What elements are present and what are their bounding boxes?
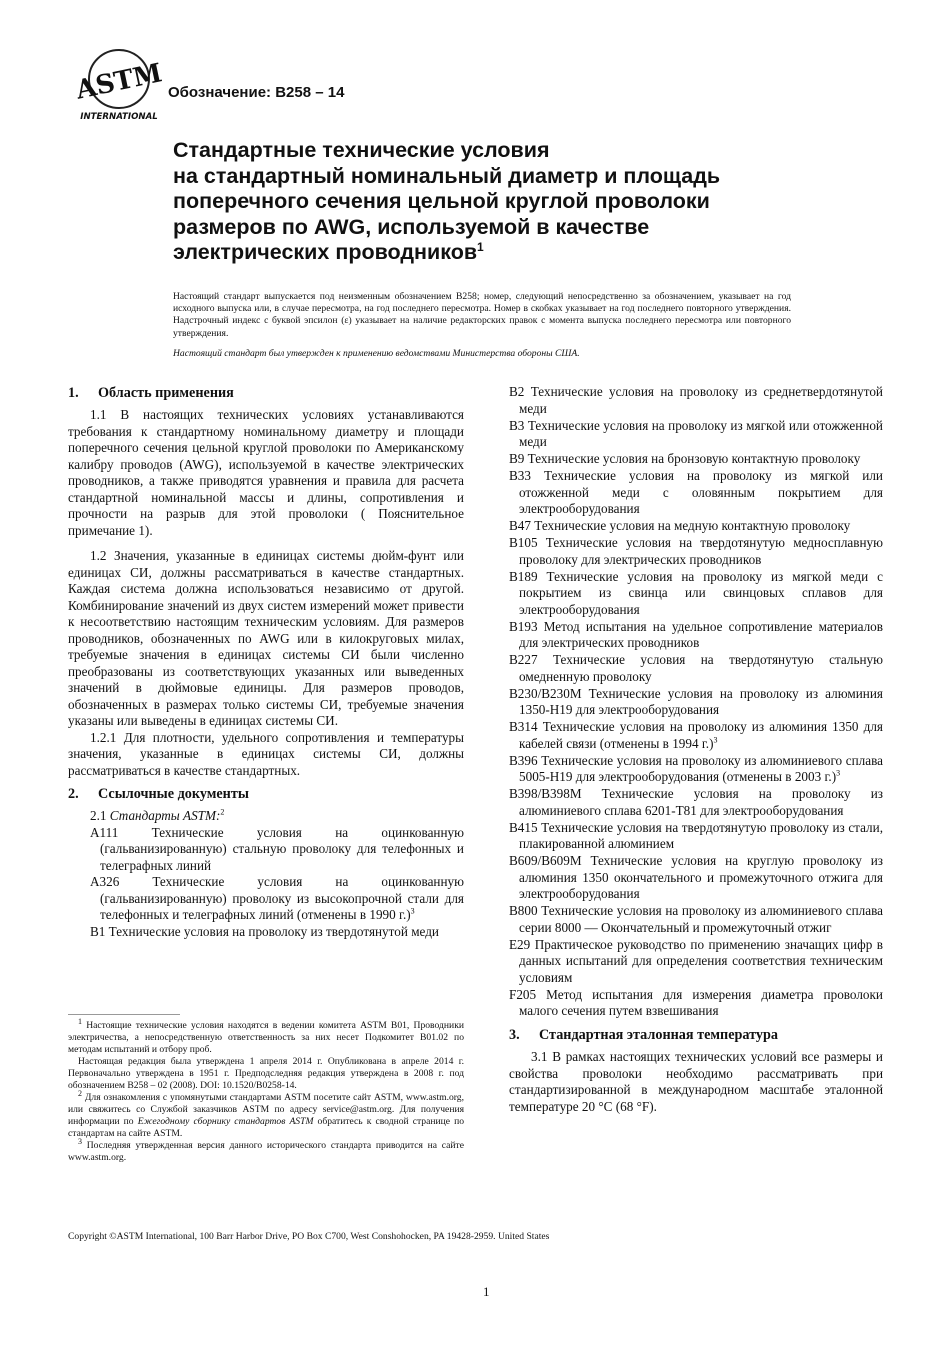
copyright: Copyright ©ASTM International, 100 Barr Harbor Drive, PO Box C700, West Conshohocken, PA 19428-2959. United States: [68, 1231, 550, 1242]
reference-item: [509, 569, 883, 619]
paragraph-1-1: 1.1 В настоящих технических условиях устанавливаются требования к стандартному номинальному диаметру и площади поперечного сечения цельной круглой проволоки по Американскому калибру проводов (AWG), используемой в качестве электрических проводников, а также приводятся уравнения и правила для расчета стандартной номинальной массы и длины, сопротивления и прочности на разрыв для этой проволоки ( Пояснительное примечание 1).: [68, 407, 464, 538]
paragraph-1-2: 1.2 Значения, указанные в единицах системы дюйм-фунт или единицах СИ, должны рассматриваться в качестве стандартных. Каждая система должна использоваться независимо от другой. Комбинирование значений из двух систем измерений может привести к несоответствию настоящим техническим условиям. Для размеров проводников, обозначенных по AWG или в килокруговых милах, требуемые значения в единицах системы СИ были численно преобразованы из соответствующих указанных или выведенных значений в дюймовые единицы. Для размеров проводов, обозначенных в размерах только системы СИ, требуемые значения указаны или выведены в единицах системы СИ.: [68, 548, 464, 728]
footnote-divider: [68, 1014, 180, 1015]
footnotes: [68, 1016, 464, 1164]
paragraph-3-1: 3.1 В рамках настоящих технических условий все размеры и свойства проволоки необходимо рассматривать при стандартизированной в международном масштабе эталонной температуре 20 °C (68 °F).: [509, 1049, 883, 1114]
reference-item: [68, 825, 464, 875]
reference-text: B193 Метод испытания на удельное сопротивление материалов для электрических проводников: [509, 618, 883, 650]
title-line: размеров по AWG, используемой в качестве: [173, 214, 650, 239]
reference-text: B396 Технические условия на проволоку из алюминиевого сплава 5005-H19 для электрооборудования (отменены в 2003 г.): [509, 752, 883, 784]
reference-text: A326 Технические условия на оцинкованную (гальванизированную) проволоку из высокопрочной стали для телефонных и телеграфных линий (отменены в 1990 г.): [90, 874, 464, 922]
reference-item: [509, 937, 883, 987]
reference-text: B230/B230M Технические условия на проволоку из алюминия 1350-H19 для электрооборудования: [509, 685, 883, 717]
section-title: Область применения: [98, 385, 234, 401]
astm-logo: [73, 48, 165, 122]
section-number: 1.: [68, 385, 79, 401]
reference-item: [509, 820, 883, 853]
title-line-text: электрических проводников: [173, 240, 478, 264]
references-intro-number: 2.1: [90, 808, 107, 823]
reference-text: B415 Технические условия на твердотянутую проволоку из стали, плакированной алюминием: [509, 819, 883, 851]
references-intro: [90, 808, 464, 825]
footnote-mark: 1: [78, 1016, 82, 1026]
reference-text: B9 Технические условия на бронзовую контактную проволоку: [509, 451, 861, 466]
notice-paragraph: Настоящий стандарт выпускается под неизменным обозначением B258; номер, следующий непосредственно за обозначением, указывает на год исходного выпуска или, в случае пересмотра, на год последнего пересмотра. Номер в скобках указывает на год последнего повторного утверждения. Надстрочный индекс с буквой эпсилон (ε) указывает на наличие редакторских правок с момента выпуска последнего пересмотра или повторного утверждения.: [173, 291, 791, 339]
section-number: 3.: [509, 1027, 520, 1043]
section-title: Ссылочные документы: [98, 786, 249, 802]
reference-item: [509, 753, 883, 786]
title-line: Стандартные технические условия: [173, 138, 550, 162]
title-line: поперечного сечения цельной круглой проволоки: [173, 189, 710, 213]
footnote-2: [68, 1088, 464, 1140]
reference-item: [509, 786, 883, 819]
designation: Обозначение: B258 – 14: [168, 84, 345, 101]
reference-item: [509, 468, 883, 518]
footnote-3: [68, 1136, 464, 1164]
reference-text: B314 Технические условия на проволоку из алюминия 1350 для кабелей связи (отменены в 1994 г.): [509, 719, 883, 751]
footnote-text: Для ознакомления с упомянутыми стандартами ASTM посетите сайт ASTM, www.astm.org, или свяжитесь со Службой заказчиков ASTM по адресу service@astm.org. Для получения информации по: [68, 1092, 464, 1127]
title-footnote-mark: 1: [477, 239, 484, 254]
footnote-mark: 2: [220, 807, 225, 817]
footnote-mark: 3: [78, 1136, 82, 1146]
title-line: на стандартный номинальный диаметр и площадь: [173, 163, 721, 188]
page-number: 1: [483, 1284, 490, 1299]
reference-item: [509, 652, 883, 685]
section-3-heading: [509, 1026, 883, 1044]
section-2-heading: [68, 785, 464, 803]
reference-text: B47 Технические условия на медную контактную проволоку: [509, 518, 851, 533]
reference-item: [509, 686, 883, 719]
section-title: Стандартная эталонная температура: [539, 1027, 778, 1043]
section-number: 2.: [68, 786, 79, 802]
reference-text: B33 Технические условия на проволоку из мягкой или отожженной меди с оловянным покрытием для электрооборудования: [509, 468, 883, 516]
reference-item: [509, 418, 883, 451]
section-1-heading: [68, 384, 464, 402]
footnote-text: Последняя утвержденная версия данного исторического стандарта приводится на сайте www.astm.org.: [68, 1140, 464, 1163]
logo-wordmark: ASTM: [73, 58, 165, 106]
footnote-italic: Ежегодному сборнику стандартов ASTM: [137, 1116, 314, 1127]
reference-text: B3 Технические условия на проволоку из мягкой или отожженной меди: [509, 417, 883, 449]
reference-item: [509, 987, 883, 1020]
reference-text: F205 Метод испытания для измерения диаметра проволоки малого сечения путем взвешивания: [509, 986, 883, 1018]
reference-text: B1 Технические условия на проволоку из твердотянутой меди: [90, 923, 439, 939]
references-intro-text: Стандарты ASTM:: [109, 808, 221, 823]
footnote-mark: 3: [713, 735, 718, 745]
footnote-1: [68, 1016, 464, 1056]
left-column: [68, 384, 464, 940]
footnote-1-edition: Настоящая редакция была утверждена 1 апреля 2014 г. Опубликована в апреле 2014 г. Первоначально утверждена в 1951 г. Предподследняя редакция утверждена в 2008 г. под обозначением B258 – 02 (2008). DOI: 10.1520/B0258-14.: [68, 1056, 464, 1091]
reference-item: [509, 518, 883, 535]
reference-text: B189 Технические условия на проволоку из мягкой меди с покрытием из свинца или свинцовых сплавов для электрооборудования: [509, 568, 883, 617]
reference-item: [509, 535, 883, 568]
reference-item: [509, 619, 883, 652]
paragraph-1-2-1: 1.2.1 Для плотности, удельного сопротивления и температуры значения, указанные в единицах системы СИ, должны рассматриваться в качестве стандартных.: [68, 729, 464, 778]
reference-text: B2 Технические условия на проволоку из среднетвердотянутой меди: [509, 384, 883, 416]
right-column: [509, 384, 883, 1115]
footnote-text: обратитесь к сводной странице по стандартам на сайте ASTM.: [68, 1116, 464, 1139]
footnote-mark: 3: [836, 768, 841, 778]
logo-caption: INTERNATIONAL: [80, 112, 158, 122]
reference-item: [509, 719, 883, 752]
reference-item: [509, 853, 883, 903]
reference-text: B105 Технические условия на твердотянутую медносплавную проволоку для электрических проводников: [509, 535, 883, 567]
reference-item: [509, 903, 883, 936]
reference-text: B609/B609M Технические условия на круглую проволоку из алюминия 1350 окончательного и промежуточного отжига для электрооборудования: [509, 853, 883, 901]
reference-text: E29 Практическое руководство по применению значащих цифр в данных испытаний для определения соответствия техническим условиям: [509, 936, 883, 985]
footnote-mark: 2: [78, 1088, 82, 1098]
approval-statement: Настоящий стандарт был утвержден к применению ведомствами Министерства обороны США.: [173, 348, 580, 359]
reference-text: B800 Технические условия на проволоку из алюминиевого сплава серии 8000 — Окончательный и промежуточный отжиг: [509, 903, 883, 935]
reference-item: [509, 384, 883, 417]
title-line-last: [173, 240, 813, 266]
reference-item: [68, 874, 464, 924]
reference-text: B398/B398M Технические условия на проволоку из алюминиевого сплава 6201-T81 для электрооборудования: [509, 786, 883, 818]
astm-logo-graphic: [73, 48, 165, 122]
reference-text: A111 Технические условия на оцинкованную (гальванизированную) стальную проволоку для телефонных и телеграфных линий: [90, 824, 464, 873]
reference-item: [68, 924, 464, 941]
reference-item: [509, 451, 883, 468]
footnote-mark: 3: [410, 906, 415, 916]
document-title: [173, 138, 813, 266]
reference-text: B227 Технические условия на твердотянутую стальную омедненную проволоку: [509, 652, 883, 684]
footnote-text: Настоящие технические условия находятся в ведении комитета ASTM B01, Проводники электричества, а непосредственную ответственность за них несет Подкомитет B01.02 по методам испытаний и отбору проб.: [68, 1020, 464, 1055]
